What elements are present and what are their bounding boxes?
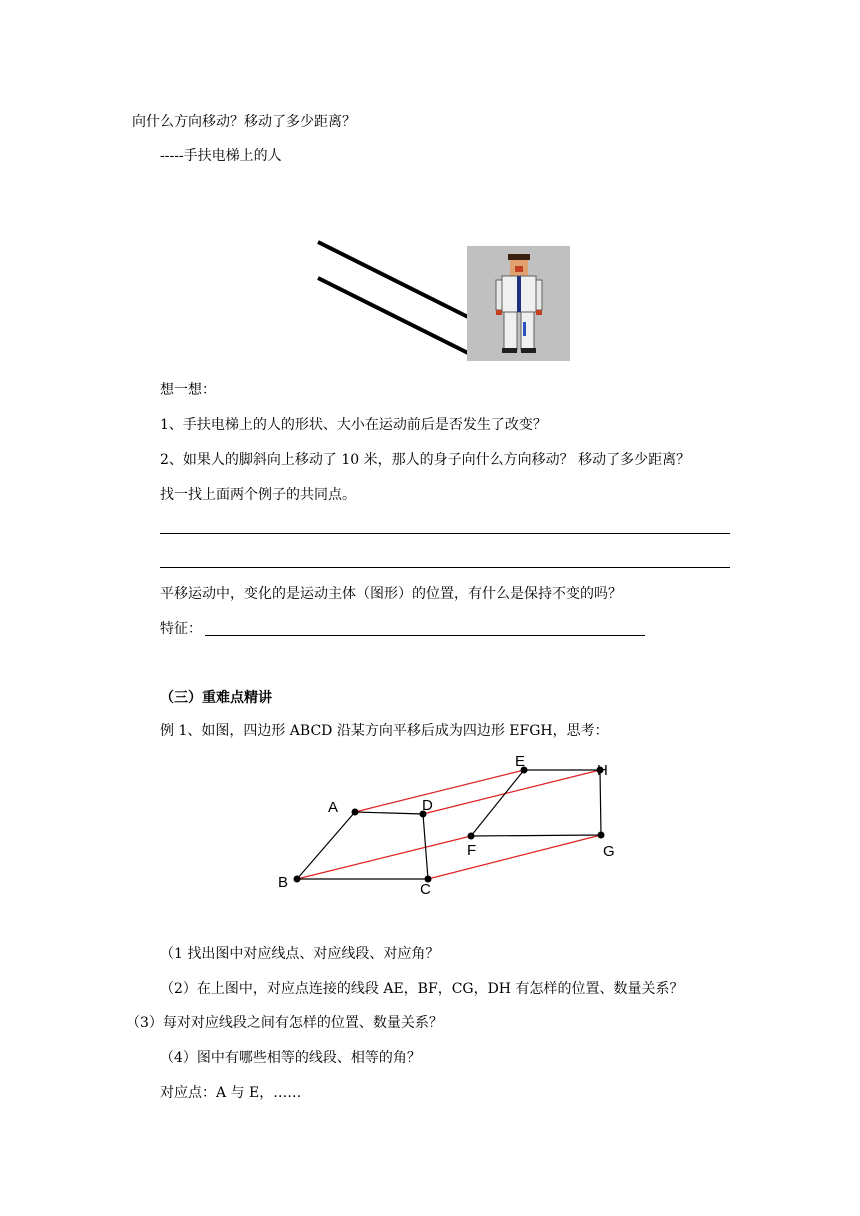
segment-CG	[428, 835, 601, 879]
point-A	[352, 809, 359, 816]
person-icon	[467, 246, 570, 361]
label-D: D	[422, 797, 433, 814]
quadrilateral-ABCD	[297, 812, 428, 879]
question-2: （2）在上图中，对应点连接的线段 AE，BF，CG，DH 有怎样的位置、数量关系？	[160, 981, 684, 997]
think-question-1: 1、手扶电梯上的人的形状、大小在运动前后是否发生了改变？	[160, 417, 547, 433]
feature-answer-line	[205, 635, 645, 636]
label-A: A	[328, 799, 339, 816]
point-G	[598, 832, 605, 839]
segment-AE	[355, 770, 524, 812]
label-E: E	[515, 753, 526, 770]
example-1: 例 1、如图，四边形 ABCD 沿某方向平移后成为四边形 EFGH，思考：	[160, 723, 609, 739]
question-line: 向什么方向移动？移动了多少距离？	[132, 114, 356, 130]
think-heading: 想一想：	[160, 382, 216, 398]
label-G: G	[603, 843, 615, 860]
escalator-rail-lower	[318, 278, 470, 354]
example-title: -----手扶电梯上的人	[160, 148, 282, 164]
label-B: B	[278, 874, 289, 891]
question-3: （3）每对对应线段之间有怎样的位置、数量关系？	[126, 1015, 443, 1031]
answer-line-1	[160, 533, 730, 534]
escalator-figure	[310, 236, 575, 366]
find-common: 找一找上面两个例子的共同点。	[160, 487, 356, 503]
think-question-2: 2、如果人的脚斜向上移动了 10 米，那人的身子向什么方向移动？ 移动了多少距离？	[160, 452, 691, 468]
escalator-rail-upper	[318, 242, 470, 318]
label-H: H	[597, 762, 608, 779]
translation-question: 平移运动中，变化的是运动主体（图形）的位置，有什么是保持不变的吗？	[160, 586, 622, 602]
segment-DH	[423, 770, 600, 814]
point-F	[468, 833, 475, 840]
segment-BF	[297, 836, 471, 879]
answer-line-2	[160, 567, 730, 568]
section-heading: （三）重难点精讲	[160, 690, 272, 706]
label-C: C	[420, 881, 431, 898]
point-B	[294, 876, 301, 883]
quadrilateral-EFGH	[471, 770, 601, 836]
label-F: F	[467, 842, 477, 859]
feature-label: 特征：	[160, 621, 202, 637]
parallelogram-figure	[270, 748, 630, 898]
question-1: （1 找出图中对应线点、对应线段、对应角？	[160, 946, 440, 962]
question-4: （4）图中有哪些相等的线段、相等的角？	[160, 1050, 421, 1066]
corresponding-points: 对应点：A 与 E，……	[160, 1085, 302, 1101]
